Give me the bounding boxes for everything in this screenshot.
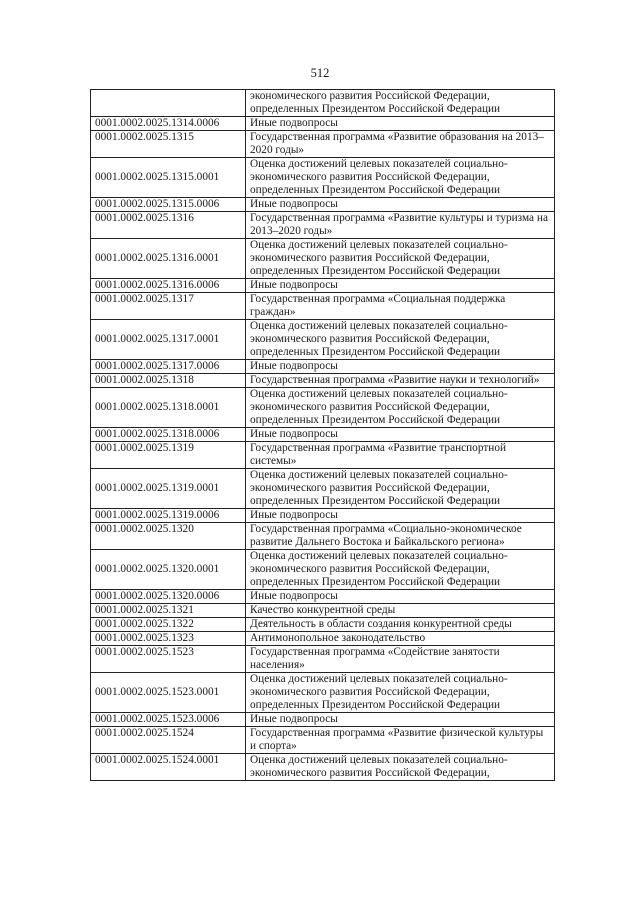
table-row [91, 713, 555, 727]
description-line: Иные подвопросы [250, 117, 338, 129]
classifier-code: 0001.0002.0025.1322 [91, 618, 246, 632]
classifier-description [246, 632, 555, 646]
table-row [91, 727, 555, 754]
table-row [91, 374, 555, 388]
description-line: Иные подвопросы [250, 360, 338, 372]
description-line: определенных Президентом Российской Федерации [250, 184, 501, 196]
description-line: определенных Президентом Российской Федерации [250, 103, 501, 115]
classifier-code: 0001.0002.0025.1318 [91, 374, 246, 388]
description-line: Иные подвопросы [250, 509, 338, 521]
description-line: экономического развития Российской Федерации, [250, 401, 490, 413]
classifier-description [246, 320, 555, 360]
table-row [91, 754, 555, 781]
description-line: Государственная программа «Социально-экономическое [250, 523, 522, 535]
description-line: экономического развития Российской Федерации, [250, 482, 490, 494]
table-row [91, 604, 555, 618]
description-line: определенных Президентом Российской Федерации [250, 576, 501, 588]
page-number: 512 [310, 66, 330, 80]
classifier-code: 0001.0002.0025.1317.0006 [91, 360, 246, 374]
classifier-code: 0001.0002.0025.1315 [91, 131, 246, 158]
classifier-description [246, 618, 555, 632]
classifier-code: 0001.0002.0025.1320.0006 [91, 590, 246, 604]
classifier-description [246, 374, 555, 388]
table-row [91, 212, 555, 239]
table-row [91, 523, 555, 550]
table-row [91, 131, 555, 158]
table-row [91, 158, 555, 198]
table-row [91, 360, 555, 374]
classifier-code: 0001.0002.0025.1523 [91, 646, 246, 673]
classifier-description [246, 360, 555, 374]
description-line: Оценка достижений целевых показателей социально- [250, 239, 508, 251]
description-line: 2013–2020 годы» [250, 225, 333, 237]
table-row [91, 117, 555, 131]
table-row [91, 442, 555, 469]
classifier-code: 0001.0002.0025.1319.0001 [91, 469, 246, 509]
classifier-code: 0001.0002.0025.1316 [91, 212, 246, 239]
description-line: экономического развития Российской Федерации, [250, 90, 490, 102]
description-line: системы» [250, 455, 297, 467]
table-row [91, 590, 555, 604]
classifier-code: 0001.0002.0025.1318.0001 [91, 388, 246, 428]
classifier-description [246, 158, 555, 198]
table-row [91, 646, 555, 673]
description-line: граждан» [250, 306, 296, 318]
classifier-code: 0001.0002.0025.1316.0006 [91, 279, 246, 293]
description-line: Иные подвопросы [250, 279, 338, 291]
classifier-code: 0001.0002.0025.1316.0001 [91, 239, 246, 279]
description-line: экономического развития Российской Федерации, [250, 563, 490, 575]
classifier-description [246, 239, 555, 279]
table-row [91, 90, 555, 117]
table-row [91, 550, 555, 590]
description-line: определенных Президентом Российской Федерации [250, 265, 501, 277]
classifier-code: 0001.0002.0025.1320.0001 [91, 550, 246, 590]
classifier-description [246, 117, 555, 131]
classifier-description [246, 198, 555, 212]
description-line: и спорта» [250, 740, 297, 752]
table-row [91, 618, 555, 632]
classifier-description [246, 604, 555, 618]
classifier-description [246, 754, 555, 781]
table-row [91, 509, 555, 523]
description-line: Качество конкурентной среды [250, 604, 396, 616]
description-line: Иные подвопросы [250, 590, 338, 602]
description-line: экономического развития Российской Федерации, [250, 767, 490, 779]
description-line: определенных Президентом Российской Федерации [250, 346, 501, 358]
table-row [91, 279, 555, 293]
classifier-description [246, 673, 555, 713]
description-line: Оценка достижений целевых показателей социально- [250, 550, 508, 562]
classifier-description [246, 590, 555, 604]
table-row [91, 673, 555, 713]
classifier-description [246, 550, 555, 590]
table-row [91, 293, 555, 320]
classifier-description [246, 212, 555, 239]
description-line: населения» [250, 659, 305, 671]
description-line: Оценка достижений целевых показателей социально- [250, 388, 508, 400]
classifier-description [246, 428, 555, 442]
classifier-code: 0001.0002.0025.1524 [91, 727, 246, 754]
classifier-code: 0001.0002.0025.1317 [91, 293, 246, 320]
description-line: Деятельность в области создания конкурентной среды [250, 618, 512, 630]
description-line: Оценка достижений целевых показателей социально- [250, 320, 508, 332]
classifier-description [246, 713, 555, 727]
classifier-description [246, 509, 555, 523]
classifier-description [246, 279, 555, 293]
classifier-code: 0001.0002.0025.1319 [91, 442, 246, 469]
classifier-code: 0001.0002.0025.1318.0006 [91, 428, 246, 442]
description-line: Государственная программа «Содействие занятости [250, 646, 500, 658]
description-line: Оценка достижений целевых показателей социально- [250, 469, 508, 481]
table-row [91, 632, 555, 646]
description-line: Оценка достижений целевых показателей социально- [250, 754, 508, 766]
classifier-description [246, 131, 555, 158]
classifier-code: 0001.0002.0025.1321 [91, 604, 246, 618]
description-line: экономического развития Российской Федерации, [250, 252, 490, 264]
description-line: Антимонопольное законодательство [250, 632, 426, 644]
description-line: Государственная программа «Социальная поддержка [250, 293, 506, 305]
description-line: развитие Дальнего Востока и Байкальского региона» [250, 536, 505, 548]
classifier-code: 0001.0002.0025.1523.0006 [91, 713, 246, 727]
classifier-description [246, 523, 555, 550]
description-line: Иные подвопросы [250, 198, 338, 210]
classifier-code: 0001.0002.0025.1320 [91, 523, 246, 550]
description-line: Иные подвопросы [250, 713, 338, 725]
description-line: определенных Президентом Российской Федерации [250, 414, 501, 426]
description-line: определенных Президентом Российской Федерации [250, 495, 501, 507]
classifier-table [90, 89, 555, 781]
classifier-description [246, 469, 555, 509]
table-row [91, 388, 555, 428]
description-line: Оценка достижений целевых показателей социально- [250, 158, 508, 170]
table-row [91, 198, 555, 212]
description-line: экономического развития Российской Федерации, [250, 171, 490, 183]
description-line: Государственная программа «Развитие образования на 2013– [250, 131, 544, 143]
classifier-description [246, 727, 555, 754]
classifier-code: 0001.0002.0025.1315.0001 [91, 158, 246, 198]
description-line: Государственная программа «Развитие науки и технологий» [250, 374, 540, 386]
description-line: Государственная программа «Развитие транспортной [250, 442, 507, 454]
description-line: определенных Президентом Российской Федерации [250, 699, 501, 711]
table-row [91, 428, 555, 442]
classifier-code: 0001.0002.0025.1319.0006 [91, 509, 246, 523]
description-line: Иные подвопросы [250, 428, 338, 440]
table-body [91, 90, 555, 781]
table-row [91, 469, 555, 509]
classifier-description [246, 646, 555, 673]
description-line: 2020 годы» [250, 144, 305, 156]
classifier-code: 0001.0002.0025.1317.0001 [91, 320, 246, 360]
classifier-description [246, 293, 555, 320]
description-line: Государственная программа «Развитие физической культуры [250, 727, 544, 739]
description-line: Государственная программа «Развитие культуры и туризма на [250, 212, 548, 224]
classifier-code: 0001.0002.0025.1315.0006 [91, 198, 246, 212]
table-row [91, 320, 555, 360]
classifier-code [91, 90, 246, 117]
classifier-code: 0001.0002.0025.1323 [91, 632, 246, 646]
description-line: экономического развития Российской Федерации, [250, 686, 490, 698]
classifier-description [246, 388, 555, 428]
classifier-description [246, 90, 555, 117]
description-line: Оценка достижений целевых показателей социально- [250, 673, 508, 685]
classifier-code: 0001.0002.0025.1524.0001 [91, 754, 246, 781]
table-row [91, 239, 555, 279]
classifier-code: 0001.0002.0025.1314.0006 [91, 117, 246, 131]
description-line: экономического развития Российской Федерации, [250, 333, 490, 345]
classifier-code: 0001.0002.0025.1523.0001 [91, 673, 246, 713]
classifier-description [246, 442, 555, 469]
